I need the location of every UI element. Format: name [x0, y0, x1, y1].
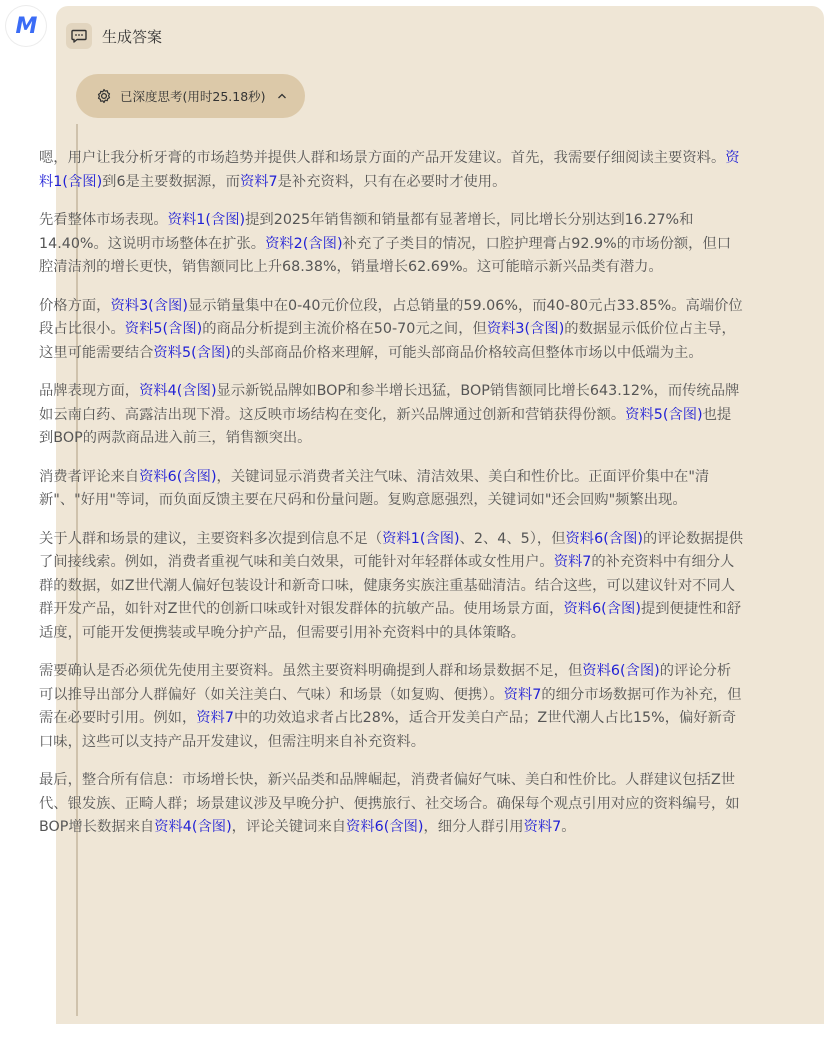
reference-link[interactable]: 资料3(含图) — [486, 321, 565, 337]
paragraph-text: 消费者评论来自 — [39, 468, 140, 485]
assistant-avatar: M — [6, 6, 46, 46]
thinking-paragraph — [39, 147, 745, 194]
reference-link[interactable]: 资料6(含图) — [139, 468, 217, 485]
paragraph-text: 的评论分析可以推导出部分人群偏好（如关注美白、气味）和场景（如复购、便携）。 — [39, 663, 732, 703]
paragraph-text: ，关键词显示消费者关注气味、清洁效果、美白和性价比。正面评价集中在"清新"、"好用"等词，而负面反馈主要在尺码和份量问题。复购意愿强烈，关键词如"还会回购"频繁出现。 — [39, 468, 710, 508]
paragraph-text: 的商品分析提到主流价格在50-70元之间，但 — [202, 321, 487, 337]
thinking-content — [39, 147, 745, 855]
paragraph-text: 的数据显示低价位占主导，这里可能需要结合 — [39, 321, 736, 361]
bottom-strip — [56, 1024, 824, 1042]
paragraph-text: 中的功效追求者占比28%，适合开发美白产品；Z世代潮人占比15%，偏好新奇口味，这些可以支持产品开发建议，但需注明来自补充资料。 — [39, 710, 737, 750]
reference-link[interactable]: 资料5(含图) — [124, 321, 203, 337]
paragraph-text: 的评论数据提供了间接线索。例如，消费者重视气味和美白效果，可能针对年轻群体或女性用户。 — [39, 530, 744, 570]
reference-link[interactable]: 资料6(含图) — [346, 819, 424, 835]
reference-link[interactable]: 资料6(含图) — [582, 663, 660, 679]
paragraph-text: 显示新锐品牌如BOP和参半增长迅猛，BOP销售额同比增长643.12%，而传统品牌如云南白药、高露洁出现下滑。这反映市场结构在变化，新兴品牌通过创新和营销获得份额。 — [39, 383, 740, 423]
reference-link[interactable]: 资料1(含图) — [167, 212, 246, 228]
paragraph-text: 最后，整合所有信息：市场增长快，新兴品类和品牌崛起，消费者偏好气味、美白和性价比。人群建议包括Z世代、银发族、正畸人群；场景建议涉及早晚分护、便携旅行、社交场合。确保每个观点引用对应的资料编号，如BOP增长数据来自 — [39, 772, 740, 835]
paragraph-text: ，评论关键词来自 — [231, 819, 347, 835]
paragraph-text: 价格方面， — [39, 297, 111, 314]
reference-link[interactable]: 资料7 — [503, 686, 542, 703]
paragraph-text: 嗯，用户让我分析牙膏的市场趋势并提供人群和场景方面的产品开发建议。首先，我需要仔细阅读主要资料。 — [39, 150, 726, 166]
paragraph-text: 也提到BOP的两款商品进入前三，销售额突出。 — [39, 406, 732, 446]
thinking-paragraph — [39, 466, 745, 513]
answer-title: 生成答案 — [102, 27, 163, 46]
paragraph-text: 需要确认是否必须优先使用主要资料。虽然主要资料明确提到人群和场景数据不足，但 — [39, 663, 583, 679]
reference-link[interactable]: 资料6(含图) — [565, 530, 643, 547]
reference-link[interactable]: 资料7 — [239, 173, 278, 190]
paragraph-text: ，细分人群引用 — [423, 819, 524, 835]
thinking-paragraph — [39, 528, 745, 646]
paragraph-text: 关于人群和场景的建议，主要资料多次提到信息不足（ — [39, 530, 383, 547]
thinking-paragraph — [39, 209, 745, 280]
reference-link[interactable]: 资料7 — [523, 819, 562, 835]
gear-icon — [96, 88, 112, 104]
thinking-paragraph — [39, 295, 745, 366]
reference-link[interactable]: 资料7 — [196, 710, 234, 726]
paragraph-text: 提到便捷性和舒适度，可能开发便携装或早晚分护产品，但需要引用补充资料中的具体策略。 — [39, 601, 742, 641]
paragraph-text: 。 — [561, 819, 576, 835]
deep-thinking-toggle[interactable] — [76, 74, 305, 118]
paragraph-text: 先看整体市场表现。 — [39, 212, 168, 228]
chat-bubble-icon — [66, 23, 92, 49]
reference-link[interactable]: 资料5(含图) — [625, 406, 703, 423]
paragraph-text: 是补充资料，只有在必要时才使用。 — [277, 173, 507, 190]
reference-link[interactable]: 资料5(含图) — [153, 344, 231, 361]
paragraph-text: 品牌表现方面， — [39, 383, 140, 399]
reference-link[interactable]: 资料7 — [553, 554, 592, 570]
thinking-paragraph — [39, 380, 745, 451]
chevron-up-icon — [276, 90, 288, 102]
paragraph-text: 补充了子类目的情况，口腔护理膏占92.9%的市场份额，但口腔清洁剂的增长更快，销售额同比上升68.38%，销量增长62.69%。这可能暗示新兴品类有潜力。 — [39, 235, 732, 275]
paragraph-text: 的补充资料中有细分人群的数据，如Z世代潮人偏好包装设计和新奇口味，健康务实族注重基础清洁。结合这些，可以建议针对不同人群开发产品，如针对Z世代的创新口味或针对银发群体的抗敏产品。使用场景方面， — [39, 554, 736, 617]
reference-link[interactable]: 资料3(含图) — [110, 297, 188, 314]
reference-link[interactable]: 资料4(含图) — [154, 819, 232, 835]
paragraph-text: 显示销量集中在0-40元价位段，占总销量的59.06%，而40-80元占33.85%。高端价位段占比很小。 — [39, 297, 743, 337]
thinking-paragraph — [39, 769, 745, 840]
reference-link[interactable]: 资料1(含图) — [39, 150, 740, 190]
reference-link[interactable]: 资料4(含图) — [139, 383, 217, 399]
reference-link[interactable]: 资料1(含图) — [382, 530, 460, 547]
reference-link[interactable]: 资料6(含图) — [563, 601, 641, 617]
answer-header — [66, 22, 162, 50]
paragraph-text: 的头部商品价格来理解，可能头部商品价格较高但整体市场以中低端为主。 — [230, 344, 703, 361]
paragraph-text: 到6是主要数据源，而 — [102, 173, 240, 190]
deep-thinking-label: 已深度思考(用时25.18秒) — [120, 89, 266, 104]
reference-link[interactable]: 资料2(含图) — [265, 235, 343, 252]
thinking-paragraph — [39, 660, 745, 754]
paragraph-text: 提到2025年销售额和销量都有显著增长，同比增长分别达到16.27%和14.40%。这说明市场整体在扩张。 — [39, 212, 694, 252]
paragraph-text: 的细分市场数据可作为补充，但需在必要时引用。例如， — [39, 686, 742, 726]
paragraph-text: 、2、4、5），但 — [459, 530, 566, 547]
